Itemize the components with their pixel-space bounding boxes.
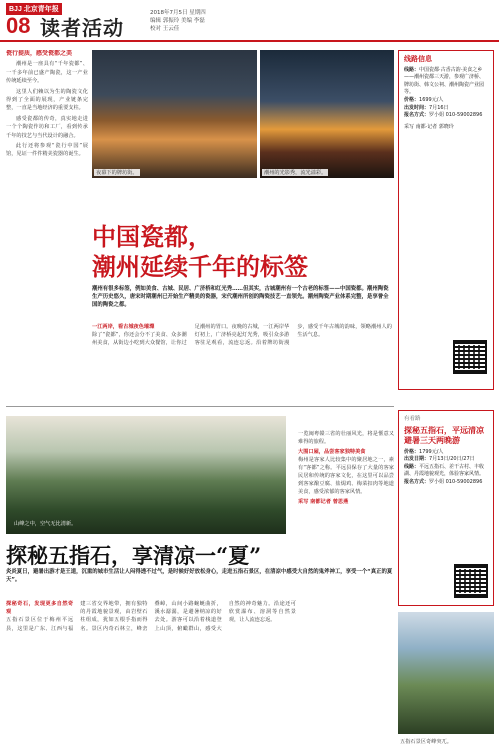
- price-label: 价格：: [404, 96, 420, 103]
- story2-subhead: 探秘奇石，发现更多自然奇观: [6, 601, 74, 616]
- depart-line: [404, 456, 488, 464]
- depart-label: 出发时间：: [404, 104, 430, 111]
- contact-line: [404, 112, 488, 120]
- trip-title: 探秘五指石，平远清凉避暑三天两晚游: [404, 425, 484, 445]
- left-paragraph: 这里人们赖以为生的陶瓷文化得到了全面的展现，产业链条完整，一直是当地经济的重要支柱。: [6, 88, 88, 112]
- story1-body-text: 除了“瓷都”，你还会分不了美食、众多潮州美食，从街边小吃到大众餐馆，让你过足潮州的胃口。夜晚的古城，一江两岸华灯初上，广济桥亮起灯光秀，吸引众多游客驻足观看，流连忘返。沿着牌坊街漫步，感受千年古城的韵味，领略潮州人的生活气息。: [92, 324, 392, 347]
- page-number: 08: [6, 13, 31, 38]
- left-column-heading: 瓷行提质，感受瓷都之美: [6, 50, 73, 57]
- side-story-intro: 一览闽粤赣三省的壮丽风光，将是惬意又难得的旅程。: [298, 431, 394, 445]
- depart-value: 7月13日/20日/27日: [429, 456, 475, 463]
- mountain-photo-caption: 山峰之中，空气无比清新。: [14, 521, 77, 527]
- newspaper-logo: BJJ 北京青年报: [6, 3, 62, 15]
- pagoda-photo: [398, 612, 494, 734]
- section-title: 读者活动: [40, 16, 124, 40]
- route-info-box: [398, 50, 494, 390]
- qr-code-icon[interactable]: [453, 340, 487, 374]
- light-show-photo: [260, 50, 394, 178]
- side-story-subhead: 大围口屋，品尝客家独特美食: [298, 449, 366, 455]
- pagoda-photo-caption: 五指石景区奇峰突兀。: [400, 739, 452, 745]
- price-label: 价格：: [404, 448, 420, 455]
- info-tag: 有看路: [404, 416, 421, 422]
- story1-headline: [92, 222, 392, 282]
- story2-headline: 探秘五指石，享清凉一“夏”: [6, 543, 262, 568]
- left-paragraph: 潮州是一座具有“千年瓷都”、一千多年前已盛产陶瓷，这一产业传统延续至今。: [6, 61, 88, 85]
- section-divider: [6, 406, 394, 407]
- story2-body-text: 五指石景区位于梅州平远县，这里是广东、江西与福建三省交界地带，拥有独特的丹霞地貌景观，由岩壁石柱组成，犹如五根手指而得名。景区内奇石林立，峰峦叠嶂，山间小路蜿蜒曲折，溪水潺潺，是避暑纳凉的好去处。游客可以沿着栈道登上山顶，俯瞰群山，感受大自然的神奇魅力。沿途还可欣赏瀑布、溶洞等自然景观，让人流连忘返。: [6, 601, 296, 632]
- story1-lead: 潮州有很多标签，例如美食、古城、民居、广济桥和红光秀……但其实，古城潮州有一个古老的标签——中国瓷都。潮州陶瓷生产历史悠久，唐宋时期潮州已开始生产精美的瓷器，宋代潮州所创的陶瓷技艺一直领先。潮州陶瓷产业体系完整，是享誉全国的陶瓷之都。: [92, 286, 389, 308]
- editors-line: 编辑 郭振玲 美编 李磊: [150, 18, 205, 24]
- mountain-photo: [6, 416, 286, 534]
- route-line: [404, 67, 488, 97]
- contact-value: 罗小姐 010-59002896: [429, 112, 483, 119]
- contact-value: 罗小姐 010-59002896: [429, 478, 483, 485]
- contact-label: 报名方式：: [404, 478, 430, 485]
- headline-line-2: 潮州延续千年的标签: [92, 252, 308, 281]
- route-label: 线路：: [404, 463, 420, 470]
- contact-line: [404, 479, 488, 487]
- price-line: [404, 97, 488, 105]
- side-story: [298, 430, 394, 600]
- route-line: [404, 464, 488, 479]
- issue-date: 2018年7月5日 星期四: [150, 10, 206, 16]
- story1-body: [92, 323, 392, 401]
- photo-caption-right: 潮州的光影秀，流光溢彩。: [264, 170, 327, 176]
- photo-caption-left: 夜幕下的牌坊街。: [96, 170, 138, 176]
- left-column: [6, 50, 88, 370]
- story2-body: [6, 600, 296, 745]
- night-street-photo: [92, 50, 257, 178]
- story1-subhead: 一江两岸，看古城夜色璀璨: [92, 324, 155, 330]
- depart-value: 7月16日: [429, 104, 449, 111]
- story2-lead: 炎炎夏日，避暑出游才是王道，沉重的城市生活让人闷得透不过气，是时候好好放松身心，走进五指石景区，在清凉中感受大自然的鬼斧神工，享受一个“真正的夏天”。: [6, 569, 393, 583]
- left-paragraph: 感受瓷都的传奇，真实地走进一个个陶瓷作坊和工厂，看到传承千年的技艺与当代设计的融合。: [6, 115, 88, 139]
- headline-line-1: 中国瓷都，: [92, 222, 212, 251]
- price-value: 1799元/人: [419, 448, 444, 455]
- depart-label: 出发日期：: [404, 456, 430, 463]
- route-text: 平远五指石、差干古村、丰收湖、丹霞地貌观光，体验客家风情。: [404, 463, 485, 478]
- side-story-body: 梅州是客家人比较集中的聚居地之一，素有“客都”之称。平远县保存了大量的客家民居和传统的客家文化，在这里可以品尝到客家酿豆腐、盐焗鸡、梅菜扣肉等地道美食，感受浓郁的客家风情。: [298, 457, 394, 495]
- source-credit: 采写 南都·记者 郭晓玲: [404, 123, 454, 130]
- qr-code-icon[interactable]: [454, 564, 488, 598]
- info-box-title: 线路信息: [404, 55, 432, 63]
- route-text: 中国瓷都·古香古韵·美食之乡——潮州瓷都三天游，参观广济桥、牌坊街、韩文公祠、潮州陶瓷产业园等。: [404, 66, 485, 96]
- price-value: 1699元/人: [419, 96, 444, 103]
- side-story-credit: 采写 南都记者 曾思燕: [298, 499, 349, 505]
- page-meta: [150, 9, 206, 33]
- route-label: 线路：: [404, 66, 420, 73]
- page-header: [0, 0, 499, 42]
- contact-label: 报名方式：: [404, 112, 430, 119]
- left-paragraph: 此行还将参观“瓷行中国”展馆，见证一件件精美瓷器的诞生。: [6, 143, 88, 158]
- proof-line: 校对 王云佳: [150, 26, 180, 32]
